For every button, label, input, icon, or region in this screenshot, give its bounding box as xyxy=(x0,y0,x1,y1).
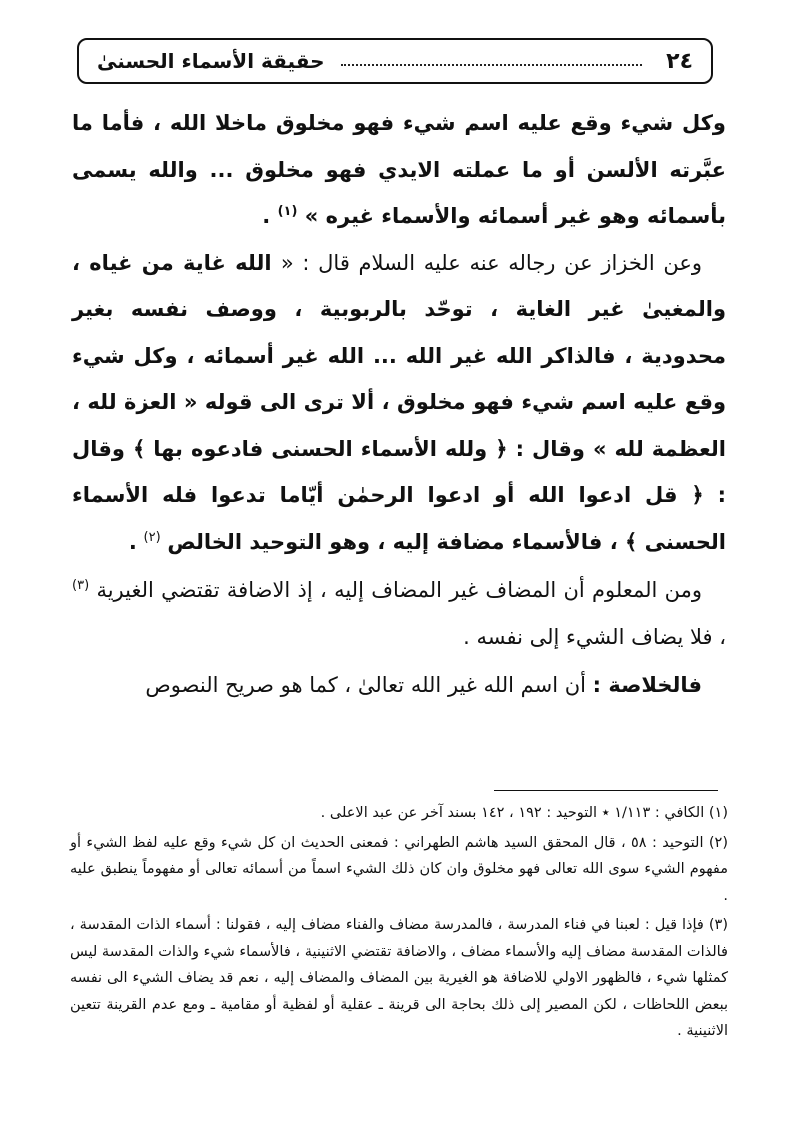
paragraph-4-text: أن اسم الله غير الله تعالىٰ ، كما هو صريح النصوص xyxy=(145,673,593,697)
paragraph-4-lead: فالخلاصة : xyxy=(592,673,702,697)
paragraph-2-intro: وعن الخزاز عن رجاله عنه عليه السلام قال : « xyxy=(280,250,703,275)
paragraph-2-tail: . xyxy=(128,529,137,554)
footnotes xyxy=(70,800,728,1048)
footnote-separator xyxy=(494,790,718,791)
main-text xyxy=(72,100,726,709)
paragraph-1-text: وكل شيء وقع عليه اسم شيء فهو مخلوق ماخلا الله ، فأما ما عبَّرته الألسن أو ما عملته الايدي فهو مخلوق ... والله يسمى بأسمائه وهو غير أسمائه والأسماء غيره » xyxy=(72,111,726,228)
footnote-3: (٣) فإذا قيل : لعبنا في فناء المدرسة ، فالمدرسة مضاف والفناء مضاف إليه ، فقولنا : أسماء الذات المقدسة ، فالذات المقدسة مضاف إليه والأسماء مضاف ، والاضافة تقتضي الاثنينية ، فالأسماء شيء والذات المقدسة ليس كمثلها شيء ، فالظهور الاولي للاضافة هو الغيرية بين المضاف والمضاف إليه ، نعم قد يضاف الشيء الى نفسه ببعض اللحاظات ، لكن المصير إلى ذلك بحاجة الى قرينة ـ عقلية أو لفظية أو مقامية ـ ومع عدم القرينة تتعين الاثنينية . xyxy=(70,917,728,1039)
footnote-1: (١) الكافي : ١/١١٣ ٭ التوحيد : ١٩٢ ، ١٤٢ بسند آخر عن عبد الاعلى . xyxy=(320,805,728,821)
paragraph-3-tail: ، فلا يضاف الشيء إلى نفسه . xyxy=(463,624,726,649)
paragraph-1-tail: . xyxy=(262,204,271,228)
footnote-ref-1: (١) xyxy=(277,204,298,219)
paragraph-3 xyxy=(72,567,726,660)
page-number: ٢٤ xyxy=(666,48,693,74)
paragraph-4 xyxy=(72,662,726,709)
header-leader-dots xyxy=(341,64,643,66)
paragraph-3-text: ومن المعلوم أن المضاف غير المضاف إليه ، إذ الاضافة تقتضي الغيرية xyxy=(96,578,702,602)
footnote-ref-2: (٢) xyxy=(143,529,161,545)
paragraph-2-text: الله غاية من غياه ، والمغيىٰ غير الغاية ، توحّد بالربوبية ، ووصف نفسه بغير محدودية ، فالذاكر الله غير الله ... الله غير أسمائه ، وكل شيء وقع عليه اسم شيء فهو مخلوق ، ألا ترى الى قوله « العزة لله ، العظمة لله » وقال : ﴿ ولله الأسماء الحسنى فادعوه بها ﴾ وقال : ﴿ قل ادعوا الله أو ادعوا الرحمٰن أيّاما تدعوا فله الأسماء الحسنى ﴾ ، فالأسماء مضافة إليه ، وهو التوحيد الخالص xyxy=(72,250,726,554)
paragraph-2 xyxy=(72,240,726,566)
page-header xyxy=(77,38,713,84)
running-title: حقيقة الأسماء الحسنىٰ xyxy=(97,49,325,73)
footnote-ref-3: (٣) xyxy=(72,578,90,593)
footnote-2: (٢) التوحيد : ٥٨ ، قال المحقق السيد هاشم الطهراني : فمعنى الحديث ان كل شيء وقع عليه لفظ الشيء أو مفهوم الشيء سوى الله تعالى فهو مخلوق وان كان ذلك الشيء اسماً من أسمائه تعالى أو مفهوماً ينطبق عليه . xyxy=(70,834,728,904)
paragraph-1 xyxy=(72,100,726,240)
